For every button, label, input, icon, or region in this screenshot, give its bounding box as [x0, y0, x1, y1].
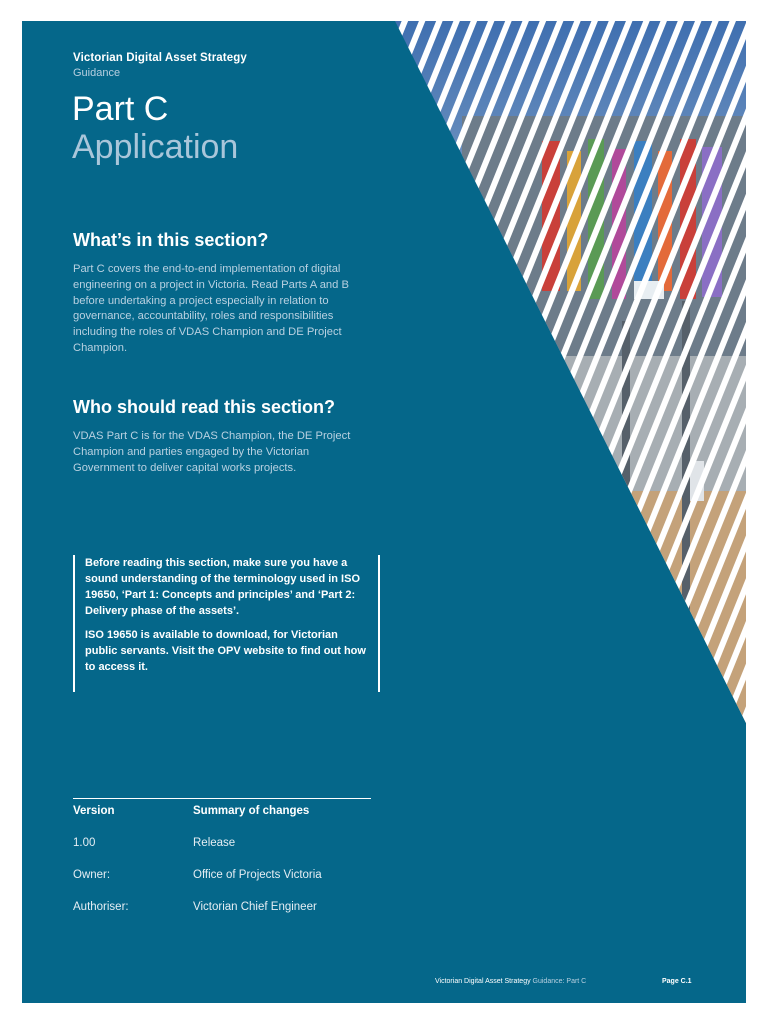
callout-paragraph: ISO 19650 is available to download, for Victorian public servants. Visit the OPV website to find out how to access it. [85, 629, 366, 673]
footer-part: Guidance: Part C [530, 978, 587, 985]
table-cell-value: Office of Projects Victoria [193, 869, 322, 881]
version-table [73, 798, 371, 927]
page-number: Page C.1 [662, 978, 692, 985]
table-row [73, 831, 371, 863]
page-subtitle: Application [72, 128, 239, 166]
section-body-who-should-read: VDAS Part C is for the VDAS Champion, the DE Project Champion and parties engaged by the Victorian Government to deliver capital works projects. [73, 430, 351, 474]
section-heading-who-should-read: Who should read this section? [73, 397, 336, 417]
table-row [73, 863, 371, 895]
table-header-version: Version [73, 805, 115, 817]
cover-page [22, 21, 746, 1003]
guidance-label: Guidance [73, 67, 121, 79]
section-body-whats-in: Part C covers the end-to-end implementation of digital engineering on a project in Victoria. Read Parts A and B before undertaking a project especially in relation to governance, accountability, roles and responsibilities including the roles of VDAS Champion and DE Project Champion. [73, 263, 349, 354]
callout-paragraph: Before reading this section, make sure you have a sound understanding of the terminology used in ISO 19650, ‘Part 1: Concepts and principles’ and ‘Part 2: Delivery phase of the assets’. [85, 557, 361, 617]
table-header-summary: Summary of changes [193, 805, 310, 817]
section-heading-whats-in: What’s in this section? [73, 230, 269, 250]
table-row [73, 895, 371, 927]
footer-strategy: Victorian Digital Asset Strategy [435, 978, 531, 985]
table-header-row [73, 799, 371, 831]
table-cell-label: 1.00 [73, 837, 96, 849]
strategy-label: Victorian Digital Asset Strategy [73, 52, 247, 64]
table-cell-label: Owner: [73, 869, 111, 881]
table-cell-label: Authoriser: [73, 901, 129, 913]
table-cell-value: Release [193, 837, 236, 849]
page-title: Part C [72, 90, 169, 128]
callout-box [73, 555, 380, 692]
footer-document-title [435, 978, 586, 985]
table-cell-value: Victorian Chief Engineer [193, 901, 317, 913]
